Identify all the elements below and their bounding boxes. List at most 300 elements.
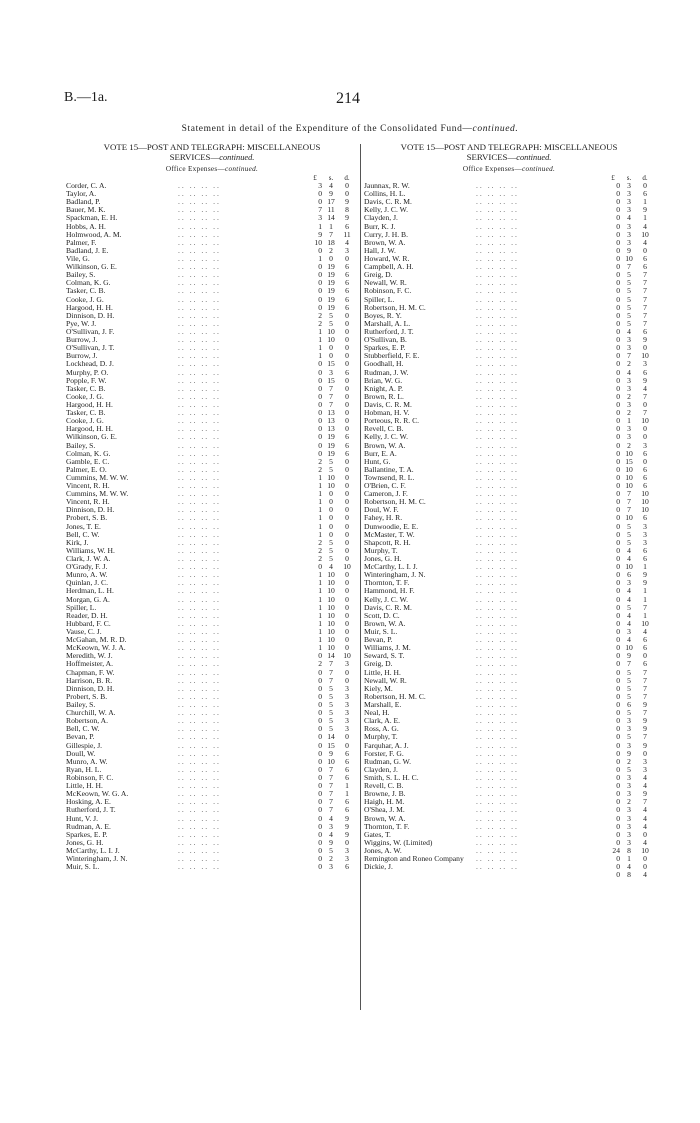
payee-name: Fahey, H. R. bbox=[364, 513, 403, 523]
shillings-value: 5 bbox=[627, 537, 631, 547]
shillings-value: 5 bbox=[627, 732, 631, 742]
pounds-value: 0 bbox=[318, 675, 322, 685]
shillings-value: 19 bbox=[327, 286, 335, 296]
leader-dots: .. .. .. .. bbox=[178, 821, 221, 831]
pence-value: 0 bbox=[643, 343, 647, 353]
pence-value: 10 bbox=[641, 497, 649, 507]
payee-name: Tasker, C. B. bbox=[66, 383, 106, 393]
payee-name: Dunwoodie, E. E. bbox=[364, 521, 419, 531]
pence-value: 0 bbox=[345, 310, 349, 320]
pence-value: 7 bbox=[643, 294, 647, 304]
payee-name: Browne, J. B. bbox=[364, 789, 406, 799]
payee-name: Hobbs, A. H. bbox=[66, 221, 106, 231]
payee-name: Burrow, J. bbox=[66, 351, 98, 361]
leader-dots: .. .. .. .. bbox=[476, 789, 519, 799]
pence-value: 4 bbox=[643, 383, 647, 393]
shillings-value: 5 bbox=[627, 270, 631, 280]
leader-dots: .. .. .. .. bbox=[178, 318, 221, 328]
pounds-value: 0 bbox=[616, 521, 620, 531]
subtitle-text: Office Expenses— bbox=[165, 165, 225, 173]
pounds-value: 0 bbox=[318, 732, 322, 742]
leader-dots: .. .. .. .. bbox=[178, 845, 221, 855]
payee-name: O'Sullivan, J. T. bbox=[66, 343, 115, 353]
leader-dots: .. .. .. .. bbox=[178, 732, 221, 742]
leader-dots: .. .. .. .. bbox=[476, 189, 519, 199]
pounds-value: 0 bbox=[318, 189, 322, 199]
leader-dots: .. .. .. .. bbox=[476, 464, 519, 474]
pounds-value: 0 bbox=[616, 635, 620, 645]
shillings-value: 10 bbox=[327, 326, 335, 336]
shillings-value: 0 bbox=[329, 521, 333, 531]
shillings-value: 9 bbox=[329, 189, 333, 199]
pence-value: 3 bbox=[345, 683, 349, 693]
leader-dots: .. .. .. .. bbox=[178, 432, 221, 442]
leader-dots: .. .. .. .. bbox=[476, 432, 519, 442]
shillings-value: 5 bbox=[329, 554, 333, 564]
pence-value: 0 bbox=[345, 570, 349, 580]
leader-dots: .. .. .. .. bbox=[178, 205, 221, 215]
payee-name: Remington and Roneo Company bbox=[364, 854, 464, 864]
pounds-value: 0 bbox=[616, 253, 620, 263]
leader-dots: .. .. .. .. bbox=[178, 570, 221, 580]
leader-dots: .. .. .. .. bbox=[178, 594, 221, 604]
payee-name: O'Brien, C. F. bbox=[364, 481, 406, 491]
shillings-value: 3 bbox=[329, 821, 333, 831]
payee-name: Bailey, S. bbox=[66, 700, 96, 709]
pence-value: 6 bbox=[345, 286, 349, 296]
pounds-value: 0 bbox=[616, 651, 620, 661]
pounds-value: 0 bbox=[616, 837, 620, 847]
pence-value: 1 bbox=[643, 213, 647, 223]
pounds-value: 0 bbox=[616, 610, 620, 620]
payee-name: Hobman, H. V. bbox=[364, 408, 410, 418]
payee-name: Robertson, A. bbox=[66, 716, 108, 726]
pence-value: 4 bbox=[643, 805, 647, 815]
pence-value: 0 bbox=[345, 189, 349, 199]
column-divider bbox=[360, 144, 361, 1010]
pence-value: 0 bbox=[643, 862, 647, 872]
pounds-value: 7 bbox=[318, 205, 322, 215]
pence-value: 3 bbox=[643, 537, 647, 547]
leader-dots: .. .. .. .. bbox=[476, 845, 519, 855]
leader-dots: .. .. .. .. bbox=[178, 253, 221, 263]
shillings-value: 9 bbox=[627, 651, 631, 661]
pence-value: 10 bbox=[641, 229, 649, 239]
leader-dots: .. .. .. .. bbox=[476, 221, 519, 231]
leader-dots: .. .. .. .. bbox=[178, 724, 221, 734]
pounds-value: 0 bbox=[616, 464, 620, 474]
shillings-value: 4 bbox=[627, 862, 631, 872]
payee-name: Brown, R. L. bbox=[364, 391, 404, 401]
shillings-value: 13 bbox=[327, 416, 335, 426]
report-reference: B.—1a. bbox=[64, 90, 108, 105]
shillings-value: 1 bbox=[329, 221, 333, 231]
payee-name: Rudman, A. E. bbox=[66, 821, 111, 831]
pence-value: 0 bbox=[345, 505, 349, 515]
payee-name: Tasker, C. B. bbox=[66, 408, 106, 418]
shillings-value: 7 bbox=[329, 675, 333, 685]
payee-name: Hargood, H. H. bbox=[66, 399, 113, 409]
pence-value: 0 bbox=[345, 627, 349, 637]
leader-dots: .. .. .. .. bbox=[178, 578, 221, 588]
pounds-value: 0 bbox=[616, 432, 620, 442]
leader-dots: .. .. .. .. bbox=[476, 716, 519, 726]
pence-value: 0 bbox=[643, 432, 647, 442]
pence-value: 0 bbox=[345, 253, 349, 263]
leader-dots: .. .. .. .. bbox=[178, 602, 221, 612]
shillings-value: 5 bbox=[329, 683, 333, 693]
pounds-value: 2 bbox=[318, 545, 322, 555]
leader-dots: .. .. .. .. bbox=[476, 205, 519, 215]
pence-value: 7 bbox=[643, 675, 647, 685]
payee-name: Rutherford, J. T. bbox=[364, 326, 414, 336]
shillings-value: 13 bbox=[327, 408, 335, 418]
pounds-value: 2 bbox=[318, 464, 322, 474]
payee-name: Herdman, L. H. bbox=[66, 586, 114, 596]
shillings-value: 4 bbox=[627, 635, 631, 645]
pounds-value: 2 bbox=[318, 456, 322, 466]
leader-dots: .. .. .. .. bbox=[178, 716, 221, 726]
leader-dots: .. .. .. .. bbox=[476, 675, 519, 685]
pence-value: 0 bbox=[345, 318, 349, 328]
pounds-value: 10 bbox=[314, 237, 322, 247]
payee-name: Murphy, T. bbox=[364, 545, 398, 555]
pence-value: 0 bbox=[345, 521, 349, 531]
shillings-value: 10 bbox=[625, 448, 633, 458]
shillings-value: 19 bbox=[327, 302, 335, 312]
pounds-value: 0 bbox=[616, 764, 620, 774]
leader-dots: .. .. .. .. bbox=[476, 367, 519, 377]
pence-value: 6 bbox=[345, 797, 349, 807]
pounds-value: 0 bbox=[318, 837, 322, 847]
payee-name: Revell, C. B. bbox=[364, 424, 404, 434]
leader-dots: .. .. .. .. bbox=[178, 854, 221, 864]
pence-value: 7 bbox=[643, 286, 647, 296]
pence-value: 0 bbox=[643, 399, 647, 409]
payee-name: Brian, W. G. bbox=[364, 375, 403, 385]
shillings-value: 5 bbox=[627, 302, 631, 312]
pence-value: 0 bbox=[345, 383, 349, 393]
pence-value: 0 bbox=[643, 181, 647, 190]
pence-value: 9 bbox=[345, 213, 349, 223]
payee-name: Gillespie, J. bbox=[66, 740, 103, 750]
pounds-value: 0 bbox=[616, 554, 620, 564]
payee-name: Badland, J. E. bbox=[66, 245, 109, 255]
pounds-value: 0 bbox=[616, 708, 620, 718]
pounds-value: 0 bbox=[318, 375, 322, 385]
shillings-value: 2 bbox=[627, 359, 631, 369]
pence-value: 3 bbox=[345, 659, 349, 669]
payee-name: Gamble, E. C. bbox=[66, 456, 110, 466]
shillings-value: 10 bbox=[327, 578, 335, 588]
pence-value: 0 bbox=[345, 545, 349, 555]
pounds-value: 0 bbox=[318, 700, 322, 709]
pence-value: 6 bbox=[345, 805, 349, 815]
pence-value: 0 bbox=[345, 643, 349, 653]
leader-dots: .. .. .. .. bbox=[178, 700, 221, 709]
payee-name: Robertson, H. M. C. bbox=[364, 691, 426, 701]
shillings-value: 3 bbox=[627, 229, 631, 239]
leader-dots: .. .. .. .. bbox=[178, 391, 221, 401]
payee-name: Hargood, H. H. bbox=[66, 302, 113, 312]
payee-name: Clark, A. E. bbox=[364, 716, 401, 726]
pounds-value: 2 bbox=[318, 318, 322, 328]
pounds-value: 0 bbox=[318, 367, 322, 377]
payee-name: Vincent, R. H. bbox=[66, 497, 110, 507]
shillings-value: 3 bbox=[627, 813, 631, 823]
vote-title-continued: continued. bbox=[219, 152, 255, 162]
leader-dots: .. .. .. .. bbox=[476, 440, 519, 450]
pence-value: 9 bbox=[643, 335, 647, 345]
pence-value: 0 bbox=[345, 375, 349, 385]
leader-dots: .. .. .. .. bbox=[178, 545, 221, 555]
pounds-value: 1 bbox=[318, 343, 322, 353]
pence-value: 6 bbox=[643, 189, 647, 199]
pounds-value: 0 bbox=[318, 278, 322, 288]
pence-value: 4 bbox=[643, 237, 647, 247]
pence-value: 0 bbox=[345, 489, 349, 499]
shillings-value: 7 bbox=[627, 659, 631, 669]
pounds-value: 0 bbox=[616, 700, 620, 709]
shillings-value: 4 bbox=[627, 545, 631, 555]
pounds-value: 0 bbox=[616, 181, 620, 190]
leader-dots: .. .. .. .. bbox=[178, 837, 221, 847]
payee-name: Kiely, M. bbox=[364, 683, 393, 693]
shillings-value: 0 bbox=[329, 513, 333, 523]
leader-dots: .. .. .. .. bbox=[178, 862, 221, 872]
pounds-value: 0 bbox=[616, 545, 620, 555]
pounds-value: 0 bbox=[318, 781, 322, 791]
leader-dots: .. .. .. .. bbox=[178, 789, 221, 799]
shillings-value: 5 bbox=[627, 675, 631, 685]
pounds-value: 0 bbox=[318, 408, 322, 418]
leader-dots: .. .. .. .. bbox=[178, 326, 221, 336]
pounds-value: 0 bbox=[616, 472, 620, 482]
pence-value: 3 bbox=[643, 359, 647, 369]
payee-name: Little, H. H. bbox=[364, 667, 401, 677]
shillings-value: 10 bbox=[327, 756, 335, 766]
payee-name: Shapcott, R. H. bbox=[364, 537, 411, 547]
shillings-value: 15 bbox=[327, 740, 335, 750]
shillings-value: 5 bbox=[329, 708, 333, 718]
shillings-value: 5 bbox=[329, 310, 333, 320]
payee-name: Robertson, H. M. C. bbox=[364, 497, 426, 507]
pounds-value: 0 bbox=[616, 618, 620, 628]
leader-dots: .. .. .. .. bbox=[178, 375, 221, 385]
pounds-value: 0 bbox=[318, 748, 322, 758]
pence-value: 0 bbox=[345, 181, 349, 190]
shillings-value: 4 bbox=[627, 554, 631, 564]
shillings-value: 4 bbox=[329, 813, 333, 823]
pounds-value: 0 bbox=[616, 456, 620, 466]
shillings-value: 10 bbox=[327, 586, 335, 596]
pounds-value: 1 bbox=[318, 635, 322, 645]
payee-name: Vause, C. J. bbox=[66, 627, 102, 637]
pounds-value: 0 bbox=[616, 335, 620, 345]
payee-name: Jaunnax, R. W. bbox=[364, 181, 410, 190]
pounds-value: 2 bbox=[318, 310, 322, 320]
payee-name: McCarthy, L. I. J. bbox=[66, 845, 120, 855]
payee-name: Dickie, J. bbox=[364, 862, 393, 872]
shillings-value: 5 bbox=[329, 464, 333, 474]
pounds-value: 0 bbox=[318, 683, 322, 693]
pence-value: 6 bbox=[643, 513, 647, 523]
payee-name: Rudman, G. W. bbox=[364, 756, 412, 766]
pence-value: 7 bbox=[643, 302, 647, 312]
pounds-value: 0 bbox=[318, 667, 322, 677]
pence-value: 7 bbox=[643, 691, 647, 701]
payee-name: Morgan, G. A. bbox=[66, 594, 110, 604]
ledger-row bbox=[364, 871, 654, 879]
payee-name: Curry, J. H. B. bbox=[364, 229, 409, 239]
shillings-value: 5 bbox=[627, 521, 631, 531]
leader-dots: .. .. .. .. bbox=[476, 326, 519, 336]
pence-value: 7 bbox=[643, 667, 647, 677]
payee-name: Davis, C. R. M. bbox=[364, 602, 412, 612]
payee-name: Cooke, J. G. bbox=[66, 416, 104, 426]
shillings-value: 19 bbox=[327, 262, 335, 272]
leader-dots: .. .. .. .. bbox=[178, 667, 221, 677]
shillings-value: 3 bbox=[627, 805, 631, 815]
payee-name: Hoffmeister, A. bbox=[66, 659, 114, 669]
leader-dots: .. .. .. .. bbox=[476, 302, 519, 312]
pence-value: 0 bbox=[345, 529, 349, 539]
pounds-value: 0 bbox=[616, 448, 620, 458]
leader-dots: .. .. .. .. bbox=[476, 335, 519, 345]
vote-title-left bbox=[66, 143, 358, 162]
pounds-value: 0 bbox=[616, 237, 620, 247]
leader-dots: .. .. .. .. bbox=[476, 862, 519, 872]
vote-title-line2: SERVICES— bbox=[169, 151, 220, 162]
payee-name: Cooke, J. G. bbox=[66, 294, 104, 304]
pounds-value: 0 bbox=[318, 440, 322, 450]
pence-value: 0 bbox=[345, 732, 349, 742]
leader-dots: .. .. .. .. bbox=[178, 367, 221, 377]
payee-name: Brown, W. A. bbox=[364, 813, 406, 823]
payee-name: Munro, A. W. bbox=[66, 570, 108, 580]
leader-dots: .. .. .. .. bbox=[476, 545, 519, 555]
pence-value: 0 bbox=[345, 343, 349, 353]
pounds-value: 0 bbox=[616, 683, 620, 693]
leader-dots: .. .. .. .. bbox=[178, 440, 221, 450]
shillings-value: 15 bbox=[327, 375, 335, 385]
pence-value: 6 bbox=[345, 862, 349, 872]
leader-dots: .. .. .. .. bbox=[476, 489, 519, 499]
shillings-value: 5 bbox=[627, 602, 631, 612]
shillings-value: 5 bbox=[329, 318, 333, 328]
pounds-value: 0 bbox=[318, 764, 322, 774]
leader-dots: .. .. .. .. bbox=[178, 359, 221, 369]
pounds-value: 1 bbox=[318, 570, 322, 580]
payee-name: Bell, C. W. bbox=[66, 529, 100, 539]
pounds-value: 0 bbox=[616, 667, 620, 677]
leader-dots: .. .. .. .. bbox=[178, 740, 221, 750]
payee-name: Doull, W. bbox=[66, 748, 96, 758]
leader-dots: .. .. .. .. bbox=[476, 578, 519, 588]
pounds-value: 0 bbox=[616, 424, 620, 434]
pounds-value: 0 bbox=[318, 424, 322, 434]
pounds-value: 1 bbox=[318, 627, 322, 637]
payee-name: Boyes, R. Y. bbox=[364, 310, 402, 320]
pounds-value: 1 bbox=[318, 610, 322, 620]
payee-name: Hosking, A. E. bbox=[66, 797, 111, 807]
pounds-value: 0 bbox=[616, 367, 620, 377]
pounds-value: 0 bbox=[616, 732, 620, 742]
pounds-value: 1 bbox=[318, 513, 322, 523]
pence-value: 8 bbox=[345, 205, 349, 215]
shillings-value: 3 bbox=[627, 335, 631, 345]
leader-dots: .. .. .. .. bbox=[476, 481, 519, 491]
right-column bbox=[364, 143, 654, 879]
shillings-value: 5 bbox=[627, 310, 631, 320]
pounds-value: 0 bbox=[616, 797, 620, 807]
shillings-value: 5 bbox=[329, 691, 333, 701]
shillings-value: 7 bbox=[329, 659, 333, 669]
pence-value: 10 bbox=[641, 505, 649, 515]
leader-dots: .. .. .. .. bbox=[178, 651, 221, 661]
pounds-value: 0 bbox=[318, 197, 322, 207]
pence-value: 0 bbox=[345, 513, 349, 523]
pounds-value: 0 bbox=[616, 813, 620, 823]
leader-dots: .. .. .. .. bbox=[476, 805, 519, 815]
pounds-value: 0 bbox=[616, 391, 620, 401]
payee-name: Murphy, T. bbox=[364, 732, 398, 742]
pence-value: 10 bbox=[641, 489, 649, 499]
pence-value: 0 bbox=[345, 537, 349, 547]
pounds-value: 0 bbox=[616, 537, 620, 547]
pounds-value: 0 bbox=[318, 829, 322, 839]
shillings-value: 10 bbox=[327, 335, 335, 345]
pence-value: 9 bbox=[643, 789, 647, 799]
pence-value: 0 bbox=[643, 829, 647, 839]
shillings-value: 4 bbox=[627, 594, 631, 604]
vote-title-line1: VOTE 15—POST AND TELEGRAPH: MISCELLANEOUS bbox=[103, 142, 321, 152]
pounds-value: 0 bbox=[318, 359, 322, 369]
pounds-value: 1 bbox=[318, 221, 322, 231]
payee-name: Goodhall, H. bbox=[364, 359, 404, 369]
payee-name: O'Grady, F. J. bbox=[66, 562, 108, 572]
payee-name: Porteous, R. R. C. bbox=[364, 416, 420, 426]
leader-dots: .. .. .. .. bbox=[476, 343, 519, 353]
leader-dots: .. .. .. .. bbox=[476, 627, 519, 637]
payee-name: Murphy, P. O. bbox=[66, 367, 109, 377]
pounds-value: 0 bbox=[616, 821, 620, 831]
pounds-value: 0 bbox=[616, 318, 620, 328]
leader-dots: .. .. .. .. bbox=[476, 618, 519, 628]
shillings-value: 5 bbox=[329, 545, 333, 555]
pounds-value: 0 bbox=[616, 627, 620, 637]
leader-dots: .. .. .. .. bbox=[178, 764, 221, 774]
pence-value: 0 bbox=[345, 456, 349, 466]
pounds-value: 0 bbox=[616, 748, 620, 758]
pence-header: d. bbox=[344, 174, 350, 182]
pounds-value: 0 bbox=[616, 302, 620, 312]
leader-dots: .. .. .. .. bbox=[178, 781, 221, 791]
pounds-value: 0 bbox=[616, 643, 620, 653]
pounds-value: 0 bbox=[616, 270, 620, 280]
shillings-value: 3 bbox=[627, 724, 631, 734]
pounds-value: 0 bbox=[616, 659, 620, 669]
shillings-value: 10 bbox=[625, 513, 633, 523]
leader-dots: .. .. .. .. bbox=[178, 643, 221, 653]
pence-value: 4 bbox=[643, 627, 647, 637]
pence-value: 0 bbox=[345, 416, 349, 426]
payee-name: Spackman, E. H. bbox=[66, 213, 118, 223]
leader-dots: .. .. .. .. bbox=[178, 181, 221, 190]
payee-name: Scott, D. C. bbox=[364, 610, 400, 620]
pence-value: 4 bbox=[345, 237, 349, 247]
leader-dots: .. .. .. .. bbox=[178, 448, 221, 458]
